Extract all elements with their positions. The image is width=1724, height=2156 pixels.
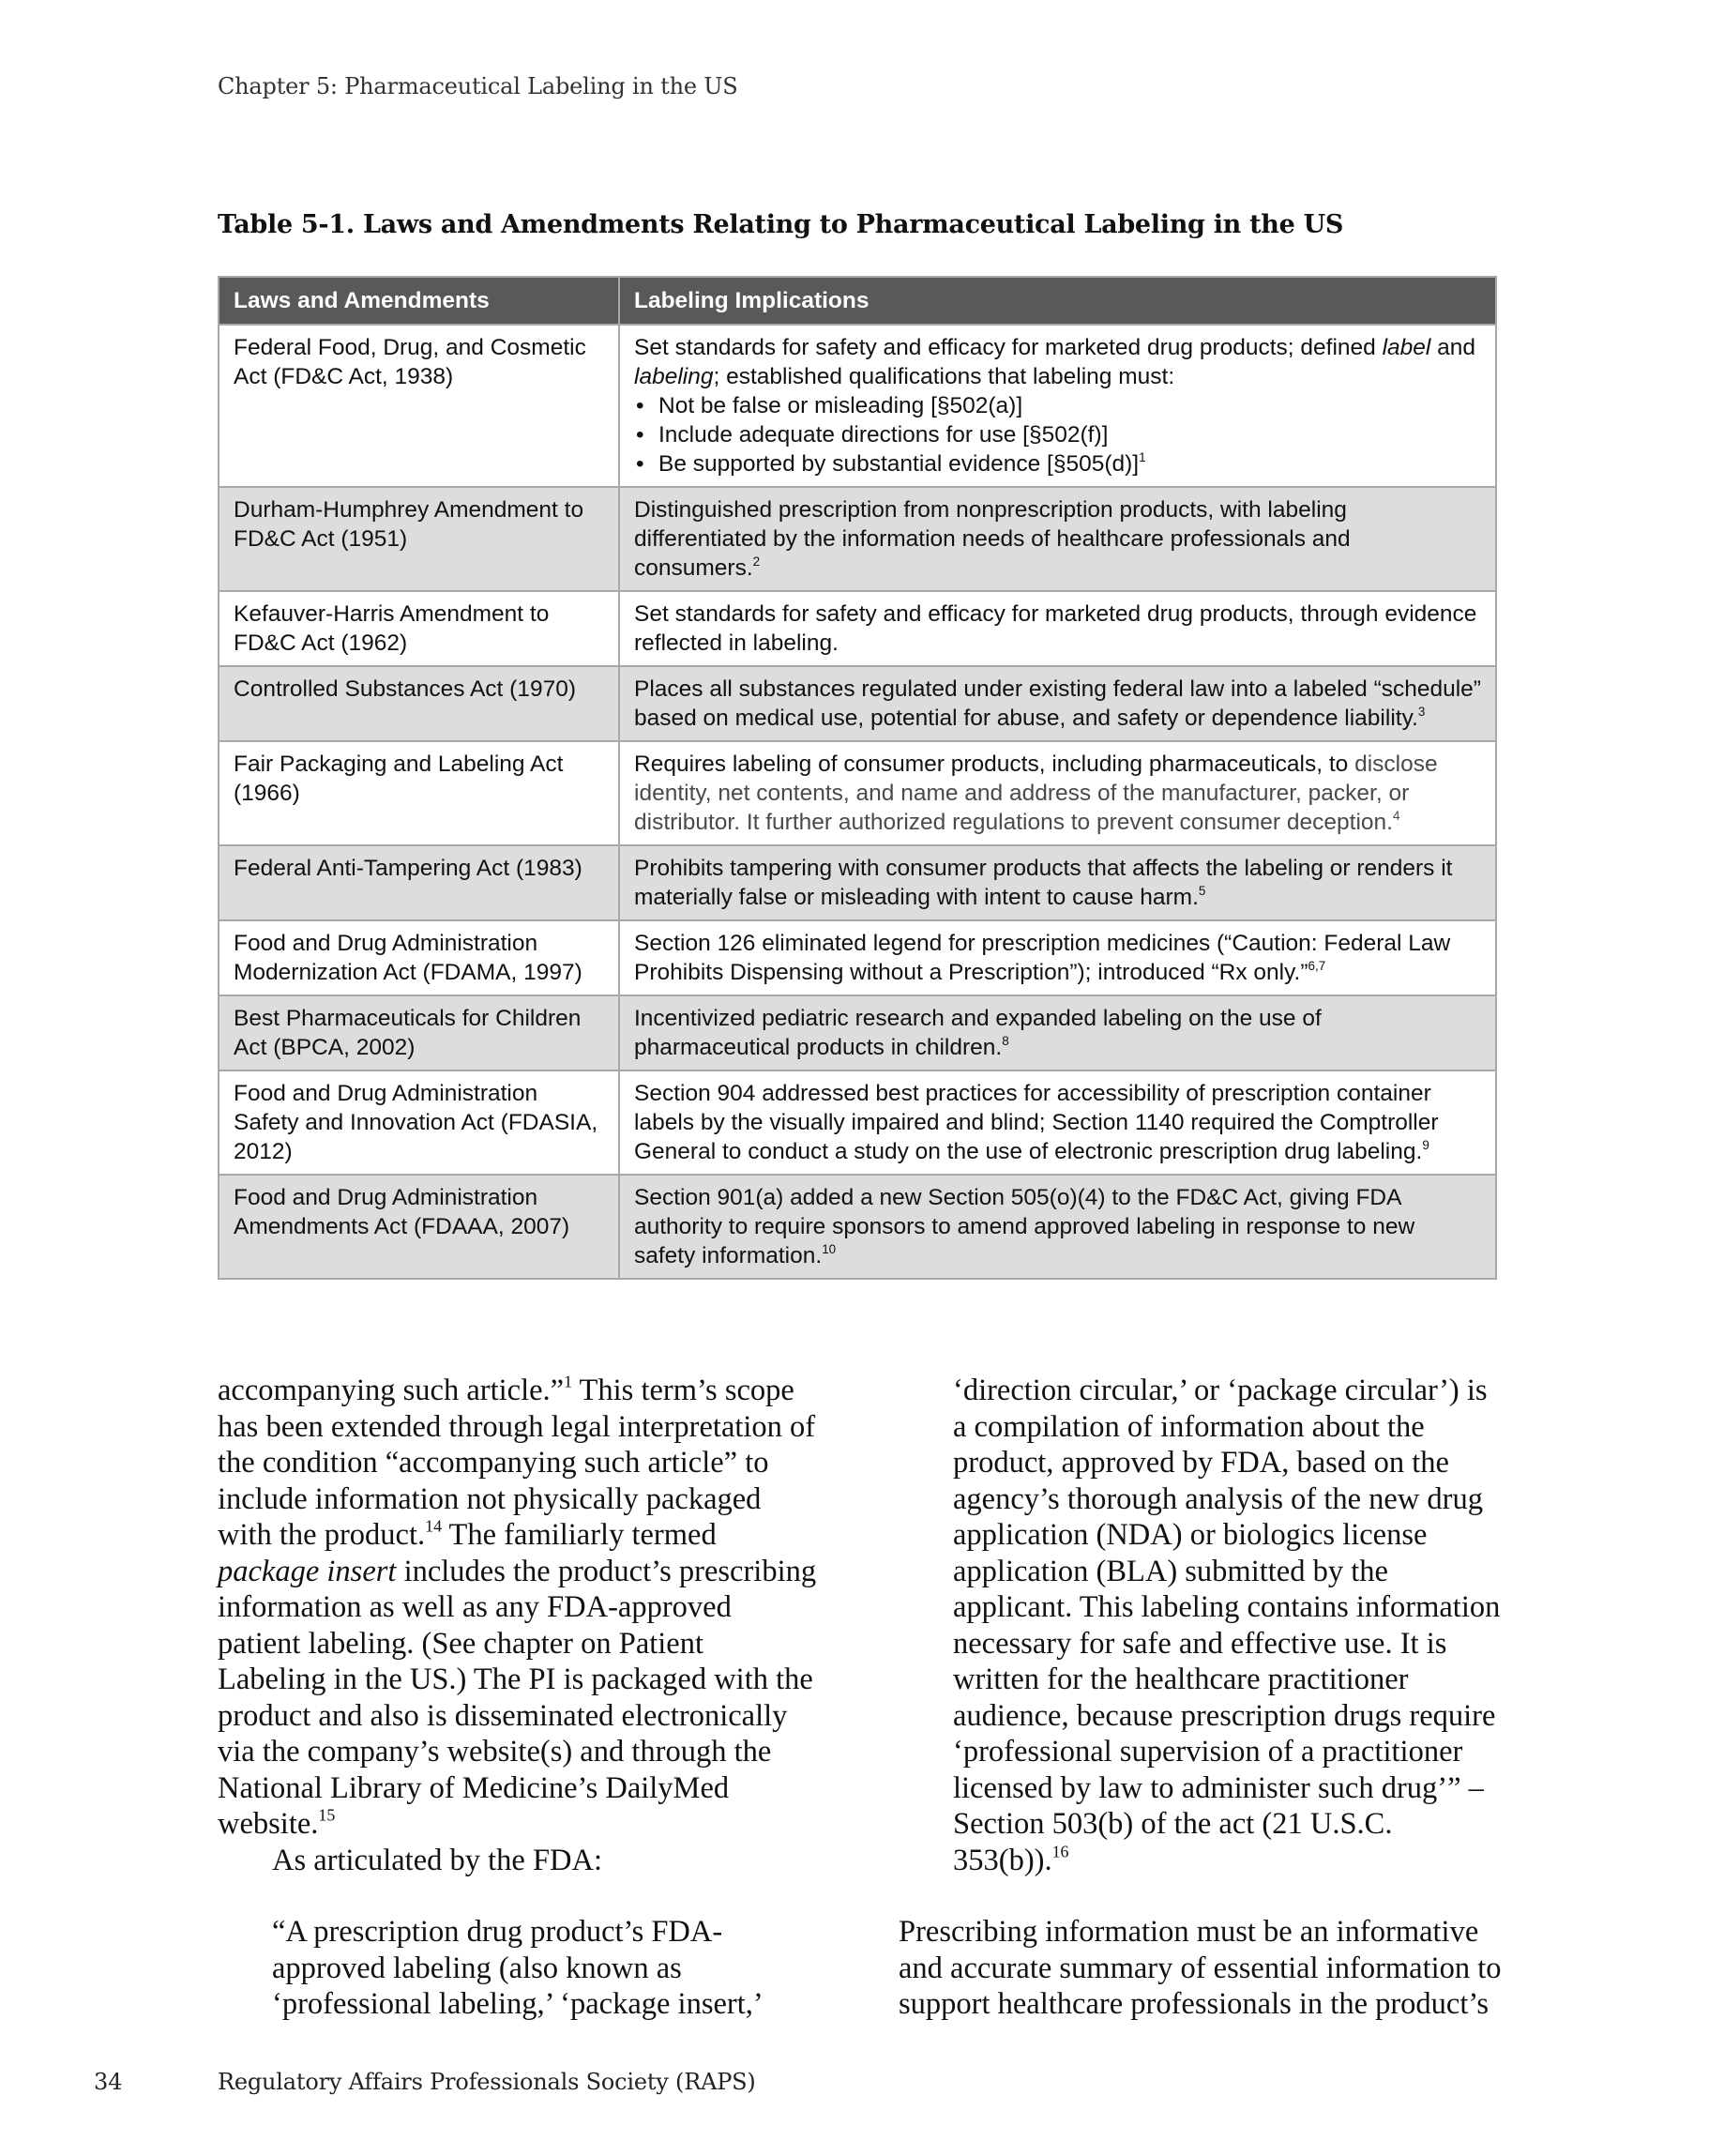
implication-cell [619,920,1496,995]
quote-text: ‘direction circular,’ or ‘package circular’) is a compilation of information about the product, approved by FDA, based on the agency’s thorough analysis of the new drug application (NDA) or biologics license application (BLA) submitted by the applicant. This labeling contains information necessary for safe and effective use. It is written for the healthcare practitioner audience, because prescription drugs require ‘professional supervision of a practitioner licensed by law to administer such drug’” – Section 503(b) of the act (21 U.S.C. 353(b)). [953,1374,1501,1877]
footnote-ref: 5 [1198,883,1206,898]
body-text: accompanying such article.” [218,1374,565,1407]
table-row [219,995,1496,1070]
laws-table [218,276,1497,1280]
table-row [219,1070,1496,1175]
column-header-implications: Labeling Implications [619,277,1496,325]
footnote-ref: 1 [1139,449,1146,464]
table-row [219,741,1496,845]
footnote-ref: 6,7 [1308,958,1326,973]
table-row [219,845,1496,920]
body-paragraph: Prescribing information must be an informative and accurate summary of essential information to support healthcare professionals in the product’s [899,1915,1502,2021]
block-quote-start: “A prescription drug product’s FDA-approved labeling (also known as ‘professional labeling,’ ‘package insert,’ [272,1915,764,2021]
implication-text: Prohibits tampering with consumer products that affects the labeling or renders it materially false or misleading with intent to cause harm. [634,856,1453,910]
implication-text: Distinguished prescription from nonprescription products, with labeling differentiated by the information needs of healthcare professionals and consumers. [634,497,1351,581]
table-title: Table 5-1. Laws and Amendments Relating to Pharmaceutical Labeling in the US [218,210,1344,239]
law-cell: Fair Packaging and Labeling Act (1966) [219,741,619,845]
implication-text: Incentivized pediatric research and expanded labeling on the use of pharmaceutical products in children. [634,1006,1322,1060]
table-header-row [219,277,1496,325]
bullet-item: • Include adequate directions for use [§502(f)] [658,420,1482,449]
implication-cell [619,1175,1496,1279]
implication-cell [619,487,1496,591]
body-text: includes the product’s prescribing information as well as any FDA-approved patient labeling. (See chapter on Patient Labeling in the US.) The PI is packaged with the product and also is disseminated electronically via the company’s website(s) and through the National Library of Medicine’s DailyMed website. [218,1554,817,1841]
law-cell: Controlled Substances Act (1970) [219,666,619,741]
implication-text: ; established qualifications that labeling must: [713,364,1175,389]
implication-cell [619,741,1496,845]
footer-publisher: Regulatory Affairs Professionals Society (RAPS) [218,2069,756,2095]
law-cell: Best Pharmaceuticals for Children Act (BPCA, 2002) [219,995,619,1070]
implication-cell [619,995,1496,1070]
implication-text: and [1430,335,1476,360]
body-column-right [899,1373,1504,2023]
footnote-ref: 4 [1392,808,1400,823]
table-row [219,1175,1496,1279]
body-paragraph [218,1373,818,1843]
implication-cell [619,666,1496,741]
footnote-ref: 3 [1417,704,1426,719]
law-cell: Federal Anti-Tampering Act (1983) [219,845,619,920]
body-text: The familiarly termed [442,1518,717,1552]
law-cell: Food and Drug Administration Amendments Act (FDAAA, 2007) [219,1175,619,1279]
emphasis-package-insert: package insert [218,1554,397,1588]
table-row [219,487,1496,591]
implication-cell [619,845,1496,920]
implication-text: Set standards for safety and efficacy for marketed drug products; defined [634,335,1383,360]
implication-text: Section 904 addressed best practices for accessibility of prescription container labels by the visually impaired and blind; Section 1140 required the Comptroller General to conduct a study on the use of electronic prescription drug labeling. [634,1081,1439,1164]
emphasis-label: label [1382,335,1431,360]
law-cell: Durham-Humphrey Amendment to FD&C Act (1951) [219,487,619,591]
implication-text: Places all substances regulated under existing federal law into a labeled “schedule” based on medical use, potential for abuse, and safety or dependence liability. [634,676,1481,731]
footnote-ref: 2 [752,554,761,569]
implication-text: Section 126 eliminated legend for prescription medicines (“Caution: Federal Law Prohibits Dispensing without a Prescription”); introduced “Rx only.” [634,931,1451,985]
footnote-ref: 10 [822,1241,837,1256]
implication-text: Section 901(a) added a new Section 505(o)(4) to the FD&C Act, giving FDA authority to require sponsors to amend approved labeling in response to new safety information. [634,1185,1415,1268]
footnote-ref: 15 [318,1805,336,1825]
body-paragraph: As articulated by the FDA: [272,1843,603,1877]
emphasis-labeling: labeling [634,364,714,389]
table-row [219,920,1496,995]
law-cell: Kefauver-Harris Amendment to FD&C Act (1962) [219,591,619,666]
table-row [219,591,1496,666]
footnote-ref: 9 [1422,1137,1429,1152]
block-quote-continued [899,1373,1504,1878]
table-row [219,325,1496,487]
bullet-item [658,449,1482,478]
law-cell: Food and Drug Administration Safety and Innovation Act (FDASIA, 2012) [219,1070,619,1175]
law-cell: Food and Drug Administration Modernization Act (FDAMA, 1997) [219,920,619,995]
bullet-list [634,391,1482,478]
body-text: This term’s scope has been extended through legal interpretation of the condition “accompanying such article” to include information not physically packaged with the product. [218,1374,816,1552]
footnote-ref: 16 [1051,1842,1069,1861]
implication-cell [619,1070,1496,1175]
implication-cell [619,325,1496,487]
table-row [219,666,1496,741]
body-column-left [218,1373,818,2023]
column-header-laws: Laws and Amendments [219,277,619,325]
page-number: 34 [94,2069,123,2095]
footnote-ref: 14 [425,1516,442,1536]
implication-text: Requires labeling of consumer products, including pharmaceuticals, to [634,752,1355,777]
implication-text: Set standards for safety and efficacy for marketed drug products, through evidence reflected in labeling. [634,601,1477,656]
law-cell: Federal Food, Drug, and Cosmetic Act (FD&C Act, 1938) [219,325,619,487]
implication-cell [619,591,1496,666]
implication-text-grey: disclose identity, net contents, and name and address of the manufacturer, packer, or distributor. It further authorized regulations to prevent consumer deception. [634,752,1438,835]
bullet-item: • Not be false or misleading [§502(a)] [658,391,1482,420]
footnote-ref: 8 [1002,1033,1009,1048]
running-head: Chapter 5: Pharmaceutical Labeling in the US [218,73,738,99]
footnote-ref: 1 [564,1372,573,1391]
bullet-text: Be supported by substantial evidence [§505(d)] [658,451,1140,477]
